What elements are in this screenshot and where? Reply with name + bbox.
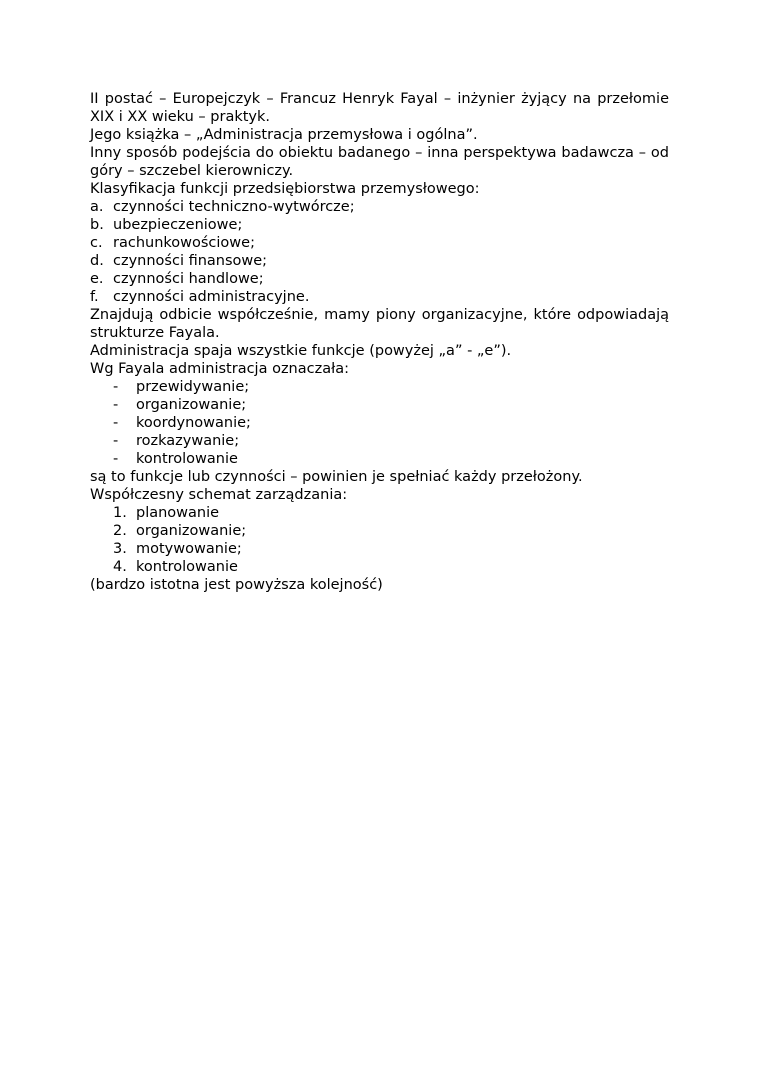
list-item [90, 450, 669, 468]
document-page [90, 90, 669, 594]
paragraph-supervisor-functions: są to funkcje lub czynności – powinien je spełniać każdy przełożony. [90, 469, 583, 485]
list-item [90, 288, 669, 306]
list-item-text: kontrolowanie [136, 451, 238, 467]
list-item [90, 198, 669, 216]
list-marker: a. [90, 199, 104, 215]
list-item-text: kontrolowanie [136, 559, 238, 575]
paragraph-administration-binds: Administracja spaja wszystkie funkcje (powyżej „a” - „e”). [90, 343, 512, 359]
list-marker: 3. [113, 541, 127, 557]
paragraph-reflection: Znajdują odbicie współcześnie, mamy piony organizacyjne, które odpowiadają strukturze Fayala. [90, 307, 669, 341]
paragraph-book: Jego książka – „Administracja przemysłowa i ogólna”. [90, 127, 478, 143]
paragraph-fayal-intro: II postać – Europejczyk – Francuz Henryk Fayal – inżynier żyjący na przełomie XIX i XX wieku – praktyk. [90, 91, 669, 125]
list-marker: b. [90, 217, 104, 233]
list-item-text: czynności administracyjne. [113, 289, 310, 305]
list-item-text: organizowanie; [136, 523, 247, 539]
list-item [90, 414, 669, 432]
paragraph-modern-schema: Współczesny schemat zarządzania: [90, 487, 348, 503]
list-item [90, 558, 669, 576]
list-item-text: organizowanie; [136, 397, 247, 413]
list-marker: e. [90, 271, 104, 287]
list-item [90, 504, 669, 522]
list-marker: c. [90, 235, 103, 251]
list-marker: - [113, 379, 119, 395]
list-item [90, 522, 669, 540]
list-marker: 4. [113, 559, 127, 575]
list-marker: f. [90, 289, 99, 305]
schema-list [90, 504, 669, 576]
administration-list [90, 378, 669, 468]
list-item-text: rozkazywanie; [136, 433, 240, 449]
list-item [90, 252, 669, 270]
list-item [90, 216, 669, 234]
list-item-text: czynności handlowe; [113, 271, 264, 287]
list-marker: - [113, 415, 119, 431]
list-item-text: planowanie [136, 505, 220, 521]
list-item [90, 378, 669, 396]
list-marker: 2. [113, 523, 127, 539]
list-item-text: ubezpieczeniowe; [113, 217, 243, 233]
list-marker: - [113, 451, 119, 467]
paragraph-order-note: (bardzo istotna jest powyższa kolejność) [90, 577, 383, 593]
list-item [90, 396, 669, 414]
list-item [90, 234, 669, 252]
list-item-text: czynności techniczno-wytwórcze; [113, 199, 355, 215]
functions-list [90, 198, 669, 306]
list-item [90, 432, 669, 450]
list-item-text: czynności finansowe; [113, 253, 268, 269]
paragraph-administration-meaning: Wg Fayala administracja oznaczała: [90, 361, 349, 377]
list-item-text: motywowanie; [136, 541, 242, 557]
paragraph-classification-heading: Klasyfikacja funkcji przedsiębiorstwa przemysłowego: [90, 181, 480, 197]
list-marker: d. [90, 253, 104, 269]
list-marker: - [113, 433, 119, 449]
list-item-text: rachunkowościowe; [113, 235, 255, 251]
list-item-text: przewidywanie; [136, 379, 250, 395]
list-item [90, 270, 669, 288]
list-marker: 1. [113, 505, 127, 521]
list-item [90, 540, 669, 558]
list-marker: - [113, 397, 119, 413]
list-item-text: koordynowanie; [136, 415, 251, 431]
paragraph-approach: Inny sposób podejścia do obiektu badanego – inna perspektywa badawcza – od góry – szczebel kierowniczy. [90, 145, 669, 179]
